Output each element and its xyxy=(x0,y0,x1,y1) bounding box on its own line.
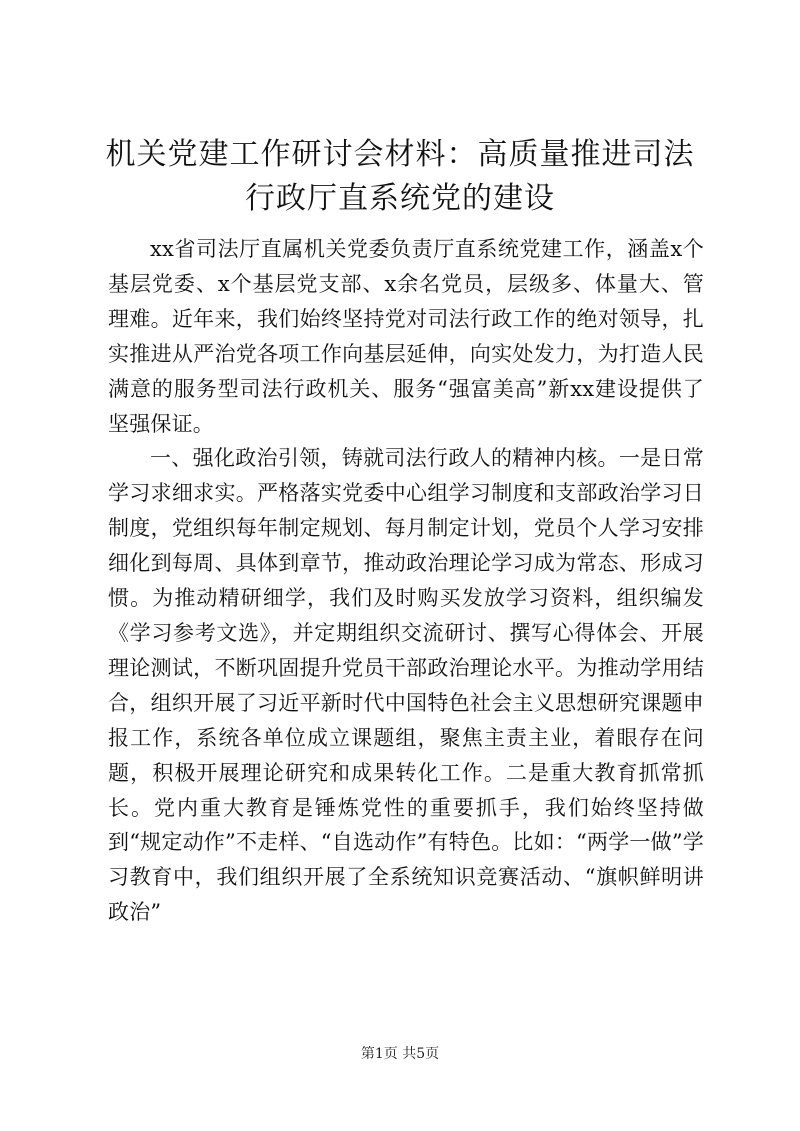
document-title: 机关党建工作研讨会材料：高质量推进司法行政厅直系统党的建设 xyxy=(105,137,695,216)
paragraph-section-one: 一、强化政治引领，铸就司法行政人的精神内核。一是日常学习求细求实。严格落实党委中心组学习制度和支部政治学习日制度，党组织每年制定规划、每月制定计划，党员个人学习安排细化到每周、具体到章节，推动政治理论学习成为常态、形成习惯。为推动精研细学，我们及时购买发放学习资料，组织编发《学习参考文选》，并定期组织交流研讨、撰写心得体会、开展理论测试，不断巩固提升党员干部政治理论水平。为推动学用结合，组织开展了习近平新时代中国特色社会主义思想研究课题申报工作，系统各单位成立课题组，聚焦主责主业，着眼存在问题，积极开展理论研究和成果转化工作。二是重大教育抓常抓长。党内重大教育是锤炼党性的重要抓手，我们始终坚持做到“规定动作”不走样、“自选动作”有特色。比如：“两学一做”学习教育中，我们组织开展了全系统知识竞赛活动、“旗帜鲜明讲政治” xyxy=(108,446,704,925)
page-number-footer: 第1页 共5页 xyxy=(360,1046,440,1062)
paragraph-intro: xx省司法厅直属机关党委负责厅直系统党建工作，涵盖x个基层党委、x个基层党支部、x余名党员，层级多、体量大、管理难。近年来，我们始终坚持党对司法行政工作的绝对领导，扎实推进从严治党各项工作向基层延伸，向实处发力，为打造人民满意的服务型司法行政机关、服务“强富美高”新xx建设提供了坚强保证。 xyxy=(108,237,704,436)
document-body xyxy=(108,232,704,930)
